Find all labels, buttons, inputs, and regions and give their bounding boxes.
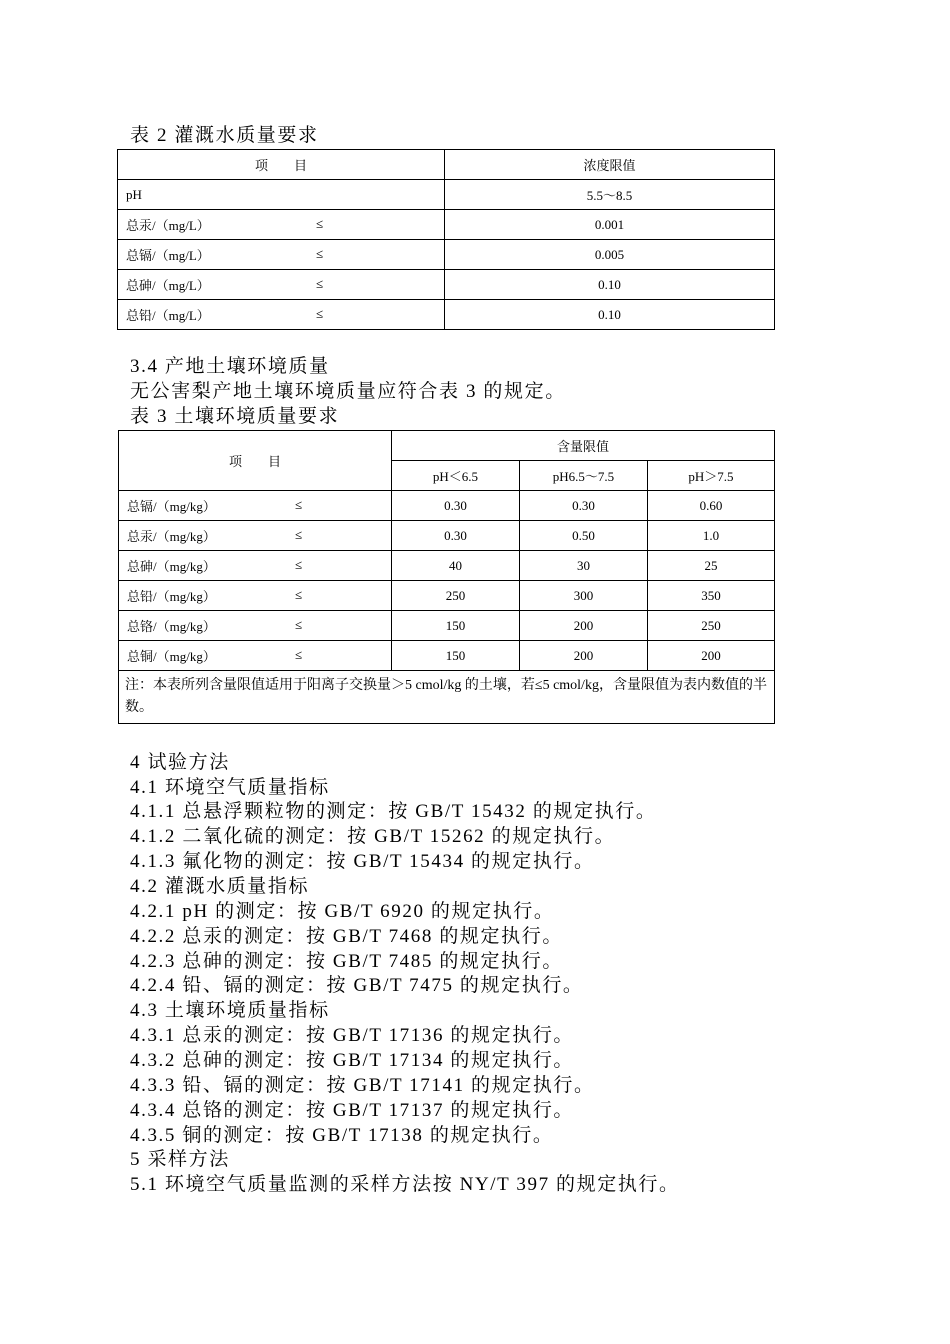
table-row <box>118 240 775 270</box>
row-name: 总铅/（mg/kg） <box>127 589 216 604</box>
le-sign: ≤ <box>295 497 303 512</box>
body-line: 5 采样方法 <box>130 1149 230 1170</box>
header-item: 项 目 <box>119 431 392 491</box>
body-line: 4.2.3 总砷的测定：按 GB/T 7485 的规定执行。 <box>130 951 563 972</box>
soil-quality-table <box>118 430 775 724</box>
header-item: 项 目 <box>118 150 445 180</box>
table-row <box>118 270 775 300</box>
table-row <box>118 210 775 240</box>
table-row <box>119 581 775 611</box>
cell-value: 350 <box>648 581 775 611</box>
table-header-row <box>118 150 775 180</box>
le-sign: ≤ <box>316 276 324 291</box>
cell-value: 0.30 <box>392 521 520 551</box>
body-line: 4.1.3 氟化物的测定：按 GB/T 15434 的规定执行。 <box>130 851 595 872</box>
le-sign: ≤ <box>295 557 303 572</box>
cell-value: 250 <box>392 581 520 611</box>
table-row <box>119 551 775 581</box>
le-sign: ≤ <box>295 587 303 602</box>
body-line: 4.3.2 总砷的测定：按 GB/T 17134 的规定执行。 <box>130 1050 575 1071</box>
header-value: 浓度限值 <box>445 150 775 180</box>
row-name: pH <box>126 186 142 202</box>
subheader-ph-high: pH＞7.5 <box>648 461 775 491</box>
cell-value: 0.60 <box>648 491 775 521</box>
cell-value: 200 <box>648 641 775 671</box>
body-line: 4.3.3 铅、镉的测定：按 GB/T 17141 的规定执行。 <box>130 1075 595 1096</box>
cell-value: 40 <box>392 551 520 581</box>
section-3-4-heading: 3.4 产地土壤环境质量 <box>130 356 330 377</box>
cell-value: 200 <box>520 611 648 641</box>
cell-value: 200 <box>520 641 648 671</box>
body-line: 4.1.1 总悬浮颗粒物的测定：按 GB/T 15432 的规定执行。 <box>130 801 657 822</box>
row-name: 总砷/（mg/L） <box>126 278 210 293</box>
table2-caption: 表 2 灌溉水质量要求 <box>130 125 319 146</box>
subheader-ph-mid: pH6.5～7.5 <box>520 461 648 491</box>
cell-value: 150 <box>392 611 520 641</box>
table-row <box>119 641 775 671</box>
le-sign: ≤ <box>316 246 324 261</box>
table-header-row <box>119 431 775 461</box>
cell-value: 0.50 <box>520 521 648 551</box>
body-line: 4 试验方法 <box>130 752 230 773</box>
row-name: 总铅/（mg/L） <box>126 308 210 323</box>
row-name: 总铜/（mg/kg） <box>127 649 216 664</box>
cell-value: 25 <box>648 551 775 581</box>
cell-value: 250 <box>648 611 775 641</box>
cell-value: 30 <box>520 551 648 581</box>
table-row <box>119 611 775 641</box>
row-name: 总镉/（mg/kg） <box>127 499 216 514</box>
row-value: 0.005 <box>445 240 775 270</box>
section-3-4-text: 无公害梨产地土壤环境质量应符合表 3 的规定。 <box>130 381 566 402</box>
row-name: 总汞/（mg/kg） <box>127 529 216 544</box>
le-sign: ≤ <box>295 617 303 632</box>
row-name: 总砷/（mg/kg） <box>127 559 216 574</box>
body-line: 5.1 环境空气质量监测的采样方法按 NY/T 397 的规定执行。 <box>130 1174 680 1195</box>
row-value: 0.10 <box>445 300 775 330</box>
row-name: 总镉/（mg/L） <box>126 248 210 263</box>
table-note: 注：本表所列含量限值适用于阳离子交换量＞5 cmol/kg 的土壤，若≤5 cmol/kg，含量限值为表内数值的半数。 <box>119 671 775 724</box>
cell-value: 0.30 <box>392 491 520 521</box>
row-value: 0.10 <box>445 270 775 300</box>
cell-value: 1.0 <box>648 521 775 551</box>
body-line: 4.1 环境空气质量指标 <box>130 777 330 798</box>
le-sign: ≤ <box>295 647 303 662</box>
row-name: 总铬/（mg/kg） <box>127 619 216 634</box>
body-line: 4.2.2 总汞的测定：按 GB/T 7468 的规定执行。 <box>130 926 563 947</box>
le-sign: ≤ <box>316 216 324 231</box>
body-line: 4.3.5 铜的测定：按 GB/T 17138 的规定执行。 <box>130 1125 554 1146</box>
cell-value: 300 <box>520 581 648 611</box>
table-row <box>118 180 775 210</box>
row-value: 0.001 <box>445 210 775 240</box>
header-group: 含量限值 <box>392 431 775 461</box>
table-note-row <box>119 671 775 724</box>
irrigation-water-table <box>117 149 775 330</box>
table-row <box>119 491 775 521</box>
body-line: 4.2 灌溉水质量指标 <box>130 876 310 897</box>
le-sign: ≤ <box>295 527 303 542</box>
body-line: 4.1.2 二氧化硫的测定：按 GB/T 15262 的规定执行。 <box>130 826 616 847</box>
cell-value: 150 <box>392 641 520 671</box>
table3-caption: 表 3 土壤环境质量要求 <box>130 406 340 427</box>
cell-value: 0.30 <box>520 491 648 521</box>
body-line: 4.2.1 pH 的测定：按 GB/T 6920 的规定执行。 <box>130 901 555 922</box>
row-name: 总汞/（mg/L） <box>126 218 210 233</box>
table-row <box>119 521 775 551</box>
row-value: 5.5～8.5 <box>445 180 775 210</box>
body-line: 4.3 土壤环境质量指标 <box>130 1000 330 1021</box>
le-sign: ≤ <box>316 306 324 321</box>
table-row <box>118 300 775 330</box>
body-line: 4.3.1 总汞的测定：按 GB/T 17136 的规定执行。 <box>130 1025 575 1046</box>
body-line: 4.3.4 总铬的测定：按 GB/T 17137 的规定执行。 <box>130 1100 575 1121</box>
subheader-ph-low: pH＜6.5 <box>392 461 520 491</box>
body-line: 4.2.4 铅、镉的测定：按 GB/T 7475 的规定执行。 <box>130 975 584 996</box>
